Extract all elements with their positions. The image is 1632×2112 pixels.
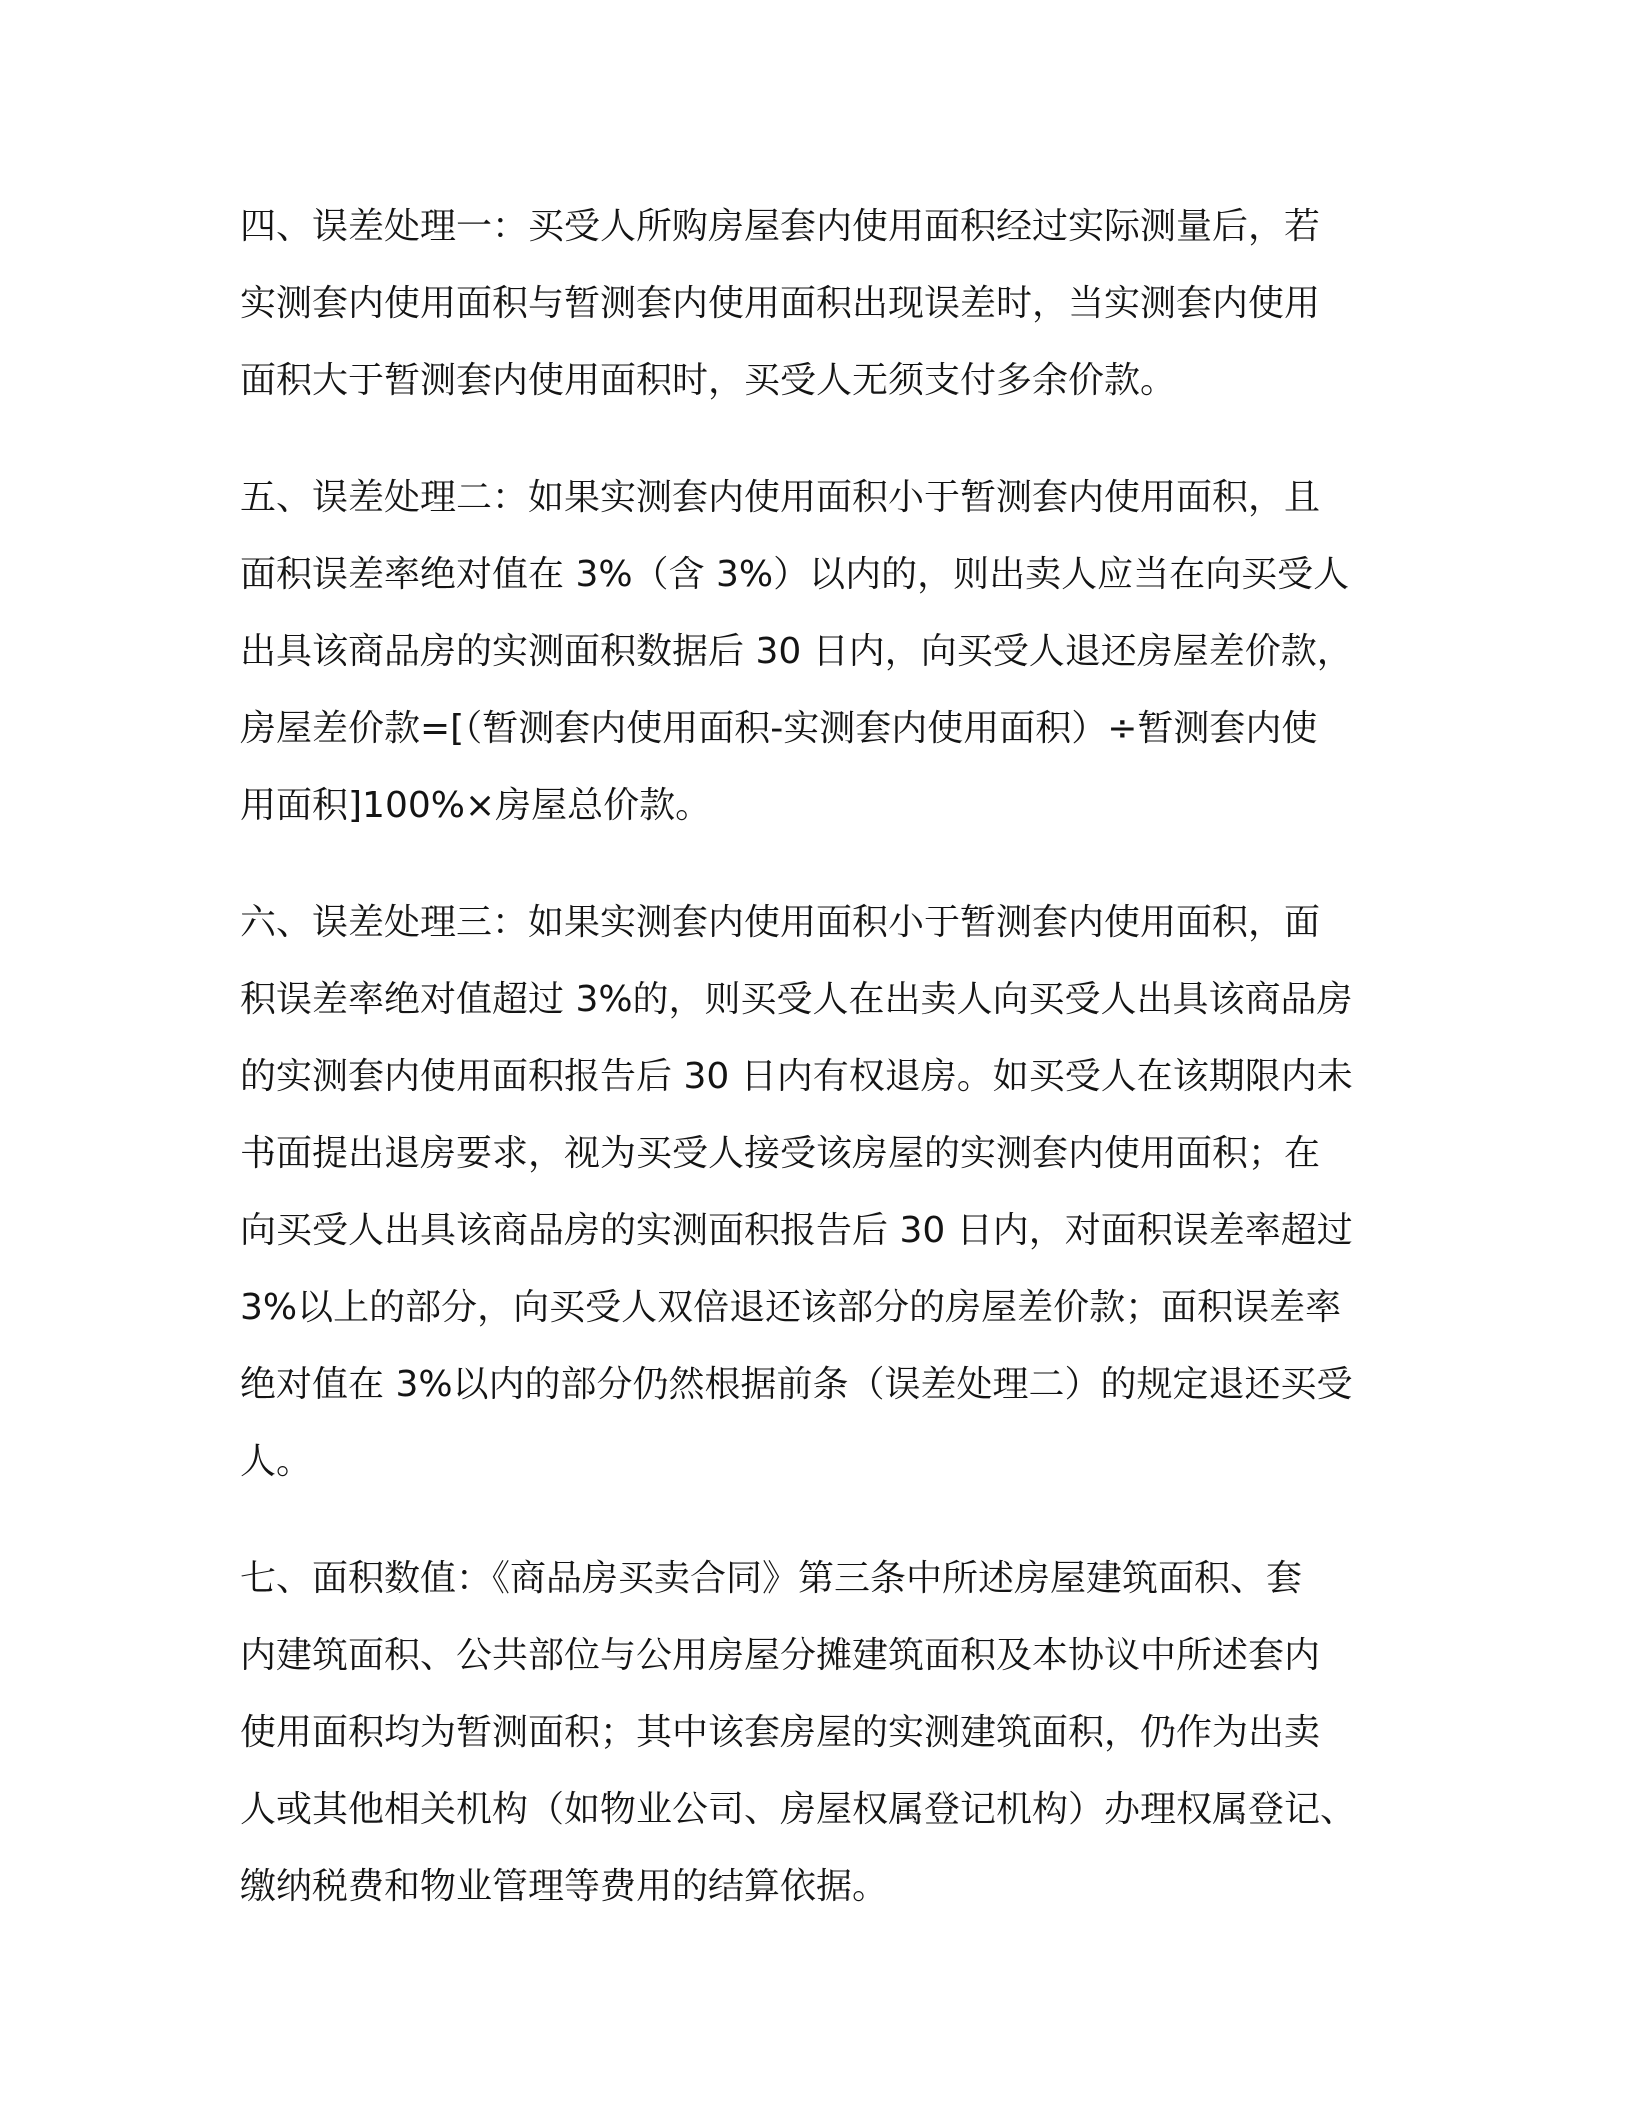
clause-7-area-values — [240, 1540, 1380, 1925]
clause-5-error-handling-two — [240, 459, 1380, 844]
text-line: 实测套内使用面积与暂测套内使用面积出现误差时，当实测套内使用 — [240, 283, 1321, 324]
document-body — [240, 188, 1380, 1965]
text-line: 缴纳税费和物业管理等费用的结算依据。 — [240, 1866, 889, 1907]
text-line: 绝对值在 3%以内的部分仍然根据前条（误差处理二）的规定退还买受 — [240, 1364, 1353, 1405]
text-line: 五、误差处理二：如果实测套内使用面积小于暂测套内使用面积，且 — [240, 477, 1321, 518]
text-line: 房屋差价款=[（暂测套内使用面积-实测套内使用面积）÷暂测套内使 — [240, 708, 1318, 749]
text-line: 面积误差率绝对值在 3%（含 3%）以内的，则出卖人应当在向买受人 — [240, 554, 1350, 595]
text-line: 使用面积均为暂测面积；其中该套房屋的实测建筑面积，仍作为出卖 — [240, 1712, 1321, 1753]
text-line: 书面提出退房要求，视为买受人接受该房屋的实测套内使用面积；在 — [240, 1133, 1321, 1174]
text-line: 内建筑面积、公共部位与公用房屋分摊建筑面积及本协议中所述套内 — [240, 1635, 1321, 1676]
clause-6-error-handling-three — [240, 884, 1380, 1500]
text-line: 向买受人出具该商品房的实测面积报告后 30 日内，对面积误差率超过 — [240, 1210, 1353, 1251]
clause-4-error-handling-one — [240, 188, 1380, 419]
text-line: 出具该商品房的实测面积数据后 30 日内，向买受人退还房屋差价款， — [240, 631, 1353, 672]
text-line: 的实测套内使用面积报告后 30 日内有权退房。如买受人在该期限内未 — [240, 1056, 1353, 1097]
text-line: 四、误差处理一：买受人所购房屋套内使用面积经过实际测量后，若 — [240, 206, 1321, 247]
text-line: 六、误差处理三：如果实测套内使用面积小于暂测套内使用面积，面 — [240, 902, 1321, 943]
text-line: 人或其他相关机构（如物业公司、房屋权属登记机构）办理权属登记、 — [240, 1789, 1357, 1830]
text-line: 3%以上的部分，向买受人双倍退还该部分的房屋差价款；面积误差率 — [240, 1287, 1342, 1328]
text-line: 积误差率绝对值超过 3%的，则买受人在出卖人向买受人出具该商品房 — [240, 979, 1353, 1020]
text-line: 面积大于暂测套内使用面积时，买受人无须支付多余价款。 — [240, 360, 1177, 401]
text-line: 用面积]100%×房屋总价款。 — [240, 785, 712, 826]
text-line: 七、面积数值：《商品房买卖合同》第三条中所述房屋建筑面积、套 — [240, 1558, 1303, 1599]
text-line: 人。 — [240, 1441, 313, 1482]
